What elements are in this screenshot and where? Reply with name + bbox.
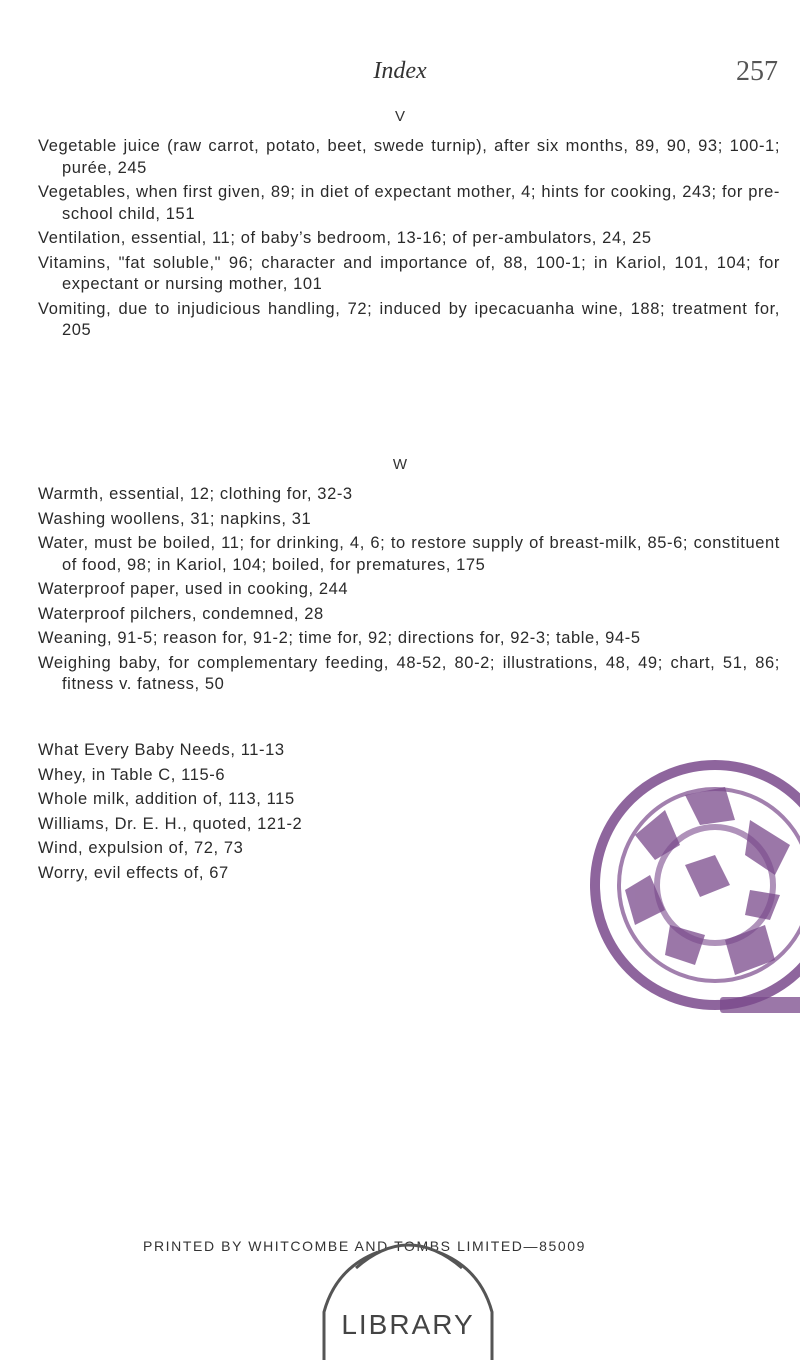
index-entry: Washing woollens, 31; napkins, 31 — [38, 509, 312, 528]
running-title: Index — [373, 58, 427, 84]
index-section-w — [38, 484, 780, 699]
index-entry: Wind, expulsion of, 72, 73 — [38, 839, 244, 857]
index-entry: Weighing baby, for complementary feeding, 48-52, 80-2; illustrations, 48, 49; chart, 51, 86; fitness v. fatness, 50 — [38, 653, 780, 693]
section-letter-w: W — [392, 456, 408, 473]
svg-text:LIBRARY: LIBRARY — [341, 1309, 475, 1340]
index-entry: Weaning, 91-5; reason for, 91-2; time for, 92; directions for, 92-3; table, 94-5 — [38, 629, 641, 647]
index-entry: Vegetable juice (raw carrot, potato, beet, swede turnip), after six months, 89, 90, 93; 100-1; purée, 245 — [38, 137, 780, 177]
index-entry: Warmth, essential, 12; clothing for, 32-3 — [38, 485, 353, 503]
index-section-w-short — [38, 740, 558, 887]
index-entry: Waterproof pilchers, condemned, 28 — [38, 604, 324, 623]
index-entry: Water, must be boiled, 11; for drinking, 4, 6; to restore supply of breast-milk, 85-6; constituent of food, 98; in Kariol, 104; boiled, for prematures, 175 — [38, 534, 780, 574]
index-section-v — [38, 136, 780, 345]
index-entry: Whey, in Table C, 115-6 — [38, 765, 226, 784]
library-seal-icon — [565, 725, 800, 1025]
page-header — [0, 56, 800, 96]
index-entry: Whole milk, addition of, 113, 115 — [38, 790, 295, 808]
index-entry: Ventilation, essential, 11; of baby’s bedroom, 13-16; of per-ambulators, 24, 25 — [38, 229, 652, 247]
printer-imprint: PRINTED BY WHITCOMBE AND TOMBS LIMITED—85009 — [143, 1238, 587, 1254]
library-stamp-icon — [316, 1228, 496, 1360]
index-entry: Waterproof paper, used in cooking, 244 — [38, 580, 349, 598]
index-entry: Vomiting, due to injudicious handling, 72; induced by ipecacuanha wine, 188; treatment for, 205 — [38, 299, 780, 339]
page-number: 257 — [736, 56, 778, 87]
index-entry: Worry, evil effects of, 67 — [38, 863, 229, 882]
index-entry: Vitamins, "fat soluble," 96; character and importance of, 88, 100-1; in Kariol, 101, 104; for expectant or nursing mother, 101 — [38, 253, 780, 293]
index-entry: Vegetables, when first given, 89; in diet of expectant mother, 4; hints for cooking, 243; for pre-school child, 151 — [38, 183, 780, 223]
index-entry: Williams, Dr. E. H., quoted, 121-2 — [38, 814, 303, 833]
section-letter-v: V — [394, 108, 405, 125]
index-entry: What Every Baby Needs, 11-13 — [38, 741, 285, 759]
